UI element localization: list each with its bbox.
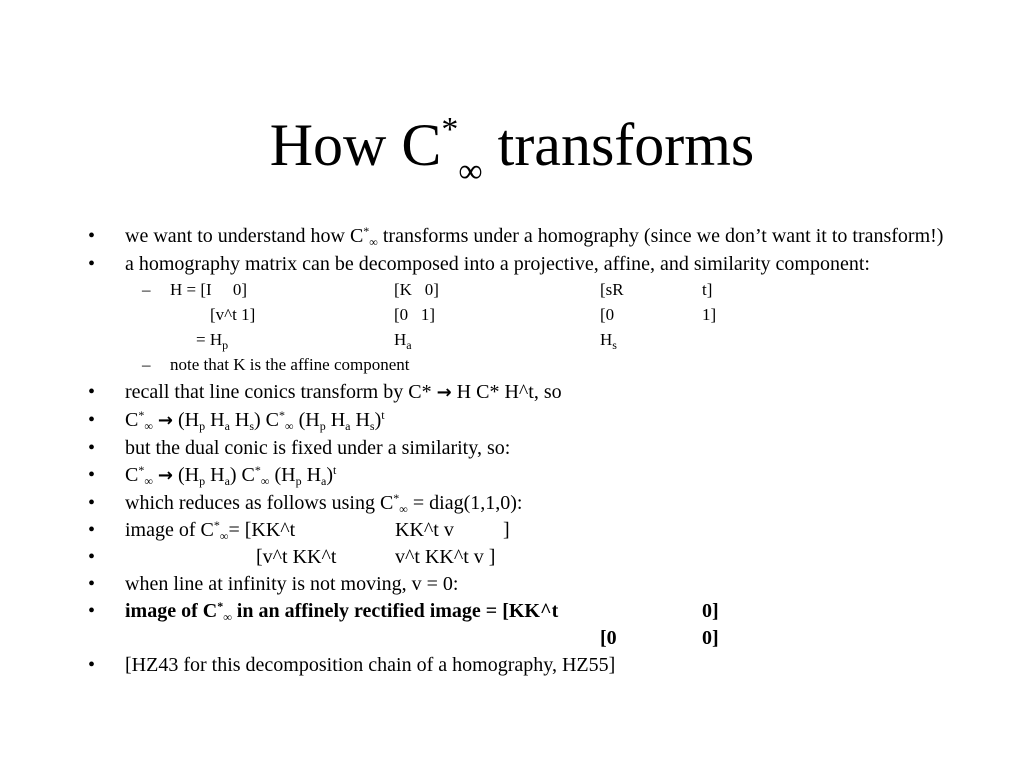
subscript: ∞ <box>369 235 378 249</box>
bullet-icon: • <box>88 519 96 541</box>
dash-icon: – <box>142 355 151 374</box>
item-text: we want to understand how C <box>125 225 364 247</box>
sub-list-item <box>88 355 968 374</box>
matrix-row-3 <box>88 330 968 352</box>
item-text: image of C <box>125 600 218 622</box>
subscript: s <box>369 419 375 433</box>
subscript: p <box>319 419 326 433</box>
subscript: p <box>199 419 206 433</box>
superscript: * <box>213 518 220 532</box>
item-text: H <box>205 409 225 431</box>
superscript: * <box>393 491 400 505</box>
bullet-icon: • <box>88 654 96 676</box>
arrow-icon: → <box>436 382 452 403</box>
subscript: a <box>345 419 351 433</box>
matrix-cell: v^t KK^t v ] <box>395 546 496 568</box>
item-text: H <box>350 409 370 431</box>
list-item <box>88 409 968 432</box>
item-text: transforms under a homography (since we don’t want it to transform!) <box>377 225 944 247</box>
list-item <box>88 519 968 541</box>
list-item-bold <box>88 600 968 622</box>
superscript: * <box>138 463 145 477</box>
bullet-icon: • <box>88 381 96 403</box>
matrix-cell: [v^t 1] <box>210 305 256 324</box>
title-subscript: ∞ <box>458 153 483 190</box>
item-text: (H <box>293 409 320 431</box>
subscript: p <box>199 474 206 488</box>
arrow-icon: → <box>157 410 173 431</box>
item-text: H C* H^t, so <box>451 381 562 403</box>
matrix-cell <box>196 330 229 352</box>
matrix-cell: 0] <box>702 627 719 649</box>
list-item <box>88 437 968 459</box>
matrix-text: = H <box>196 330 223 349</box>
bullet-icon: • <box>88 225 96 247</box>
matrix-cell <box>600 330 617 352</box>
matrix-cell: 0] <box>702 600 719 622</box>
matrix-text: H <box>600 330 613 349</box>
bullet-icon: • <box>88 409 96 431</box>
item-text: ) <box>374 409 382 431</box>
subscript: ∞ <box>144 474 153 488</box>
item-text: ) C <box>229 464 255 486</box>
list-item <box>88 492 968 514</box>
item-text: = diag(1,1,0): <box>407 492 523 514</box>
item-text: C <box>125 464 139 486</box>
item-text: recall that line conics transform by C* <box>125 381 437 403</box>
item-text: H <box>325 409 346 431</box>
subscript: s <box>249 419 255 433</box>
bullet-icon: • <box>88 464 96 486</box>
dash-icon: – <box>142 280 151 299</box>
bullet-icon: • <box>88 437 96 459</box>
subscript: ∞ <box>285 419 294 433</box>
bullet-icon: • <box>88 546 96 568</box>
bullet-list <box>88 225 968 681</box>
superscript: t <box>381 408 385 422</box>
matrix-cell: [0 1] <box>394 305 436 324</box>
slide-title <box>0 98 1024 204</box>
item-text: (H <box>173 409 200 431</box>
item-text: (H <box>269 464 296 486</box>
superscript: t <box>333 463 337 477</box>
matrix-cell: [0 <box>600 627 617 649</box>
item-text: C <box>125 409 139 431</box>
superscript: * <box>363 224 370 238</box>
bullet-icon: • <box>88 573 96 595</box>
matrix-cell <box>394 330 412 352</box>
subscript: a <box>406 338 412 352</box>
list-item-bold-continuation <box>88 627 968 649</box>
subscript: ∞ <box>144 419 153 433</box>
arrow-icon: → <box>157 465 173 486</box>
item-text: [HZ43 for this decomposition chain of a homography, HZ55] <box>125 654 616 676</box>
bullet-icon: • <box>88 253 96 275</box>
item-text: H <box>229 409 250 431</box>
list-item <box>88 253 968 275</box>
subscript: ∞ <box>260 474 270 488</box>
matrix-cell: t] <box>702 280 713 299</box>
matrix-cell: [sR <box>600 280 624 299</box>
item-text: H <box>301 464 322 486</box>
subscript: s <box>612 338 617 352</box>
matrix-cell: ] <box>503 519 510 541</box>
item-text: but the dual conic is fixed under a similarity, so: <box>125 437 511 459</box>
title-text: How C <box>269 112 442 178</box>
superscript: * <box>138 408 145 422</box>
list-item <box>88 381 968 404</box>
list-item <box>88 573 968 595</box>
item-text: in an affinely rectified image = [KK^t <box>231 600 559 622</box>
item-text: = [KK^t <box>228 519 296 541</box>
item-text: H <box>205 464 225 486</box>
subscript: a <box>224 474 230 488</box>
item-text: ) <box>326 464 334 486</box>
bullet-icon: • <box>88 492 96 514</box>
matrix-text: H <box>394 330 407 349</box>
item-text: a homography matrix can be decomposed into a projective, affine, and similarity component: <box>125 253 870 275</box>
subscript: p <box>222 338 229 352</box>
subscript: p <box>295 474 302 488</box>
title-superscript: * <box>441 111 459 148</box>
list-item <box>88 464 968 487</box>
matrix-row-1 <box>88 280 968 299</box>
matrix-cell: 1] <box>702 305 717 324</box>
matrix-cell: [v^t KK^t <box>256 546 337 568</box>
subscript: ∞ <box>399 502 408 516</box>
superscript: * <box>217 599 224 613</box>
item-text: ) C <box>254 409 280 431</box>
superscript: * <box>254 463 261 477</box>
subscript: ∞ <box>223 610 232 624</box>
superscript: * <box>279 408 286 422</box>
matrix-cell: [0 <box>600 305 615 324</box>
list-item <box>88 225 968 247</box>
item-text: when line at infinity is not moving, v = 0: <box>125 573 459 595</box>
item-text: which reduces as follows using C <box>125 492 394 514</box>
subscript: a <box>224 419 230 433</box>
subscript: ∞ <box>219 529 229 543</box>
matrix-cell: H = [I 0] <box>170 280 248 299</box>
matrix-cell: [K 0] <box>394 280 439 299</box>
list-item <box>88 654 968 676</box>
item-text: image of C <box>125 519 214 541</box>
title-text-suffix: transforms <box>482 112 755 178</box>
item-text: note that K is the affine component <box>170 355 410 374</box>
matrix-cell: KK^t v <box>395 519 454 541</box>
subscript: a <box>321 474 327 488</box>
matrix-row-2 <box>88 305 968 324</box>
list-item <box>88 546 968 568</box>
item-text: (H <box>173 464 200 486</box>
bullet-icon: • <box>88 600 96 622</box>
